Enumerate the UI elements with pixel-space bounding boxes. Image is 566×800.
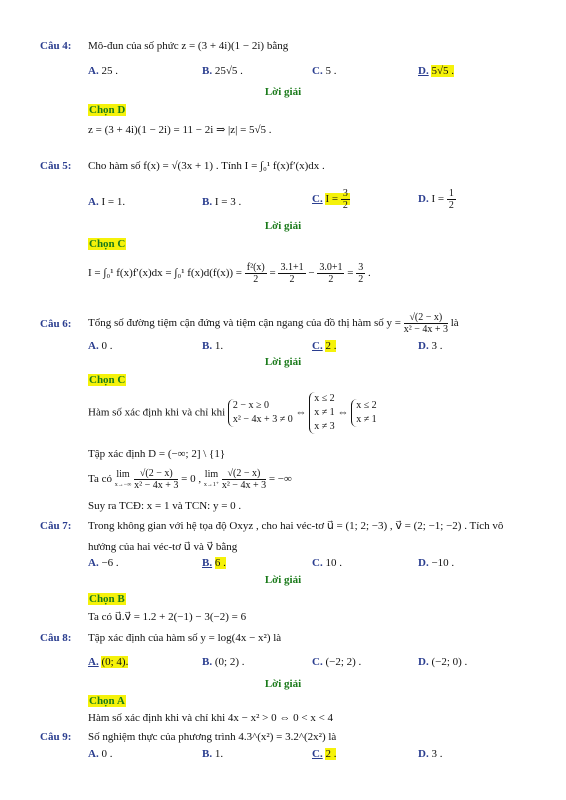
q5-solution-heading: Lời giải — [264, 220, 302, 232]
q9-option-d: D. 3 . — [418, 748, 443, 760]
q8-solution-heading: Lời giải — [264, 678, 302, 690]
q9-option-b: B. 1. — [202, 748, 224, 760]
q6-domain: Tập xác định D = (−∞; 2] \ {1} — [88, 448, 226, 460]
q5-option-d: D. I = $\frac{1}{2}$ — [418, 188, 454, 211]
q8-option-c: C. (−2; 2) . — [312, 656, 362, 668]
q9-text: Số nghiệm thực của phương trình 4.3^(x²) = 3.2^(2x²) là — [88, 731, 337, 743]
q4-option-a: A. 25 . — [88, 65, 118, 77]
q5-option-b: B. I = 3 . — [202, 196, 242, 208]
q4-number: Câu 4: — [40, 40, 72, 52]
q6-option-a: A. 0 . — [88, 340, 113, 352]
q7-option-d: D. −10 . — [418, 557, 455, 569]
q6-condition: Hàm số xác định khi và chỉ khi 2 − x ≥ 0 x² − 4x + 3 ≠ 0 ⇔ x ≤ 2 x ≠ 1 x ≠ 3 ⇔ x ≤ 2 x ≠ 1 — [88, 393, 377, 432]
q9-option-c: C. 2 . — [312, 748, 337, 760]
q7-text-line2: hướng của hai véc-tơ u⃗ và v⃗ bằng — [88, 541, 238, 553]
q6-text: Tổng số đường tiệm cận đứng và tiệm cận ngang của đồ thị hàm số y = $\frac{√(2 - x)}{\text{x² − 4x + 3}}$ là — [88, 312, 459, 335]
q4-option-d: D. 5√5 . — [418, 65, 454, 77]
q6-answer-choice: Chọn C — [89, 374, 126, 386]
q5-option-c: C. I = $\frac{3}{2}$ — [312, 188, 348, 211]
q6-solution-heading: Lời giải — [264, 356, 302, 368]
q6-option-c: C. 2 . — [312, 340, 337, 352]
q7-text-line1: Trong không gian với hệ tọa độ Oxyz , cho hai véc-tơ u⃗ = (1; 2; −3) , v⃗ = (2; −1; −2) . Tích vô — [88, 520, 504, 532]
q5-answer-choice: Chọn C — [89, 238, 126, 250]
q8-text: Tập xác định của hàm số y = log(4x − x²) là — [88, 632, 282, 644]
q5-option-a: A. I = 1. — [88, 196, 126, 208]
q9-option-a: A. 0 . — [88, 748, 113, 760]
q7-solution-heading: Lời giải — [264, 574, 302, 586]
q9-number: Câu 9: — [40, 731, 72, 743]
q7-option-c: C. 10 . — [312, 557, 342, 569]
q5-solution: I = ∫₀¹ f(x)f′(x)dx = ∫₀¹ f(x)d(f(x)) = $\frac{\text{f²(x)}}{2}$ = $\frac{3.1+1}{2}$ − $\frac{3.0+1}{2}$ = $\frac{3}{2}$ . — [88, 262, 371, 285]
q6-option-b: B. 1. — [202, 340, 224, 352]
q8-number: Câu 8: — [40, 632, 72, 644]
q6-number: Câu 6: — [40, 318, 72, 330]
q7-option-b: B. 6 . — [202, 557, 226, 569]
q6-conclusion: Suy ra TCĐ: x = 1 và TCN: y = 0 . — [88, 500, 242, 512]
q8-solution: Hàm số xác định khi và chỉ khi 4x − x² > 0 ⇔ 0 < x < 4 — [88, 712, 334, 724]
q6-option-d: D. 3 . — [418, 340, 443, 352]
q4-option-c: C. 5 . — [312, 65, 337, 77]
q8-option-a: A. (0; 4). — [88, 656, 129, 668]
q4-solution: z = (3 + 4i)(1 − 2i) = 11 − 2i ⇒ |z| = 5√5 . — [88, 124, 272, 136]
q7-option-a: A. −6 . — [88, 557, 119, 569]
q8-answer-choice: Chọn A — [89, 695, 125, 707]
q7-solution: Ta có u⃗.v⃗ = 1.2 + 2(−1) − 3(−2) = 6 — [88, 611, 247, 623]
q4-text: Mô-đun của số phức z = (3 + 4i)(1 − 2i) bằng — [88, 40, 289, 52]
q8-option-b: B. (0; 2) . — [202, 656, 245, 668]
q7-number: Câu 7: — [40, 520, 72, 532]
q8-option-d: D. (−2; 0) . — [418, 656, 468, 668]
q4-solution-heading: Lời giải — [264, 86, 302, 98]
q7-answer-choice: Chọn B — [89, 593, 125, 605]
q4-answer-choice: Chọn D — [89, 104, 126, 116]
q5-number: Câu 5: — [40, 160, 72, 172]
q5-text: Cho hàm số f(x) = √(3x + 1) . Tính I = ∫₀¹ f(x)f′(x)dx . — [88, 160, 325, 172]
q6-limits: Ta có lim x→−∞ $\frac{√(2 - x)}{\text{x² − 4x + 3}}$ = 0 , lim x→1⁺ $\frac{√(2 - x)}{\text{x² − 4x + 3}}$ = −∞ — [88, 468, 292, 491]
q4-option-b: B. 25√5 . — [202, 65, 243, 77]
